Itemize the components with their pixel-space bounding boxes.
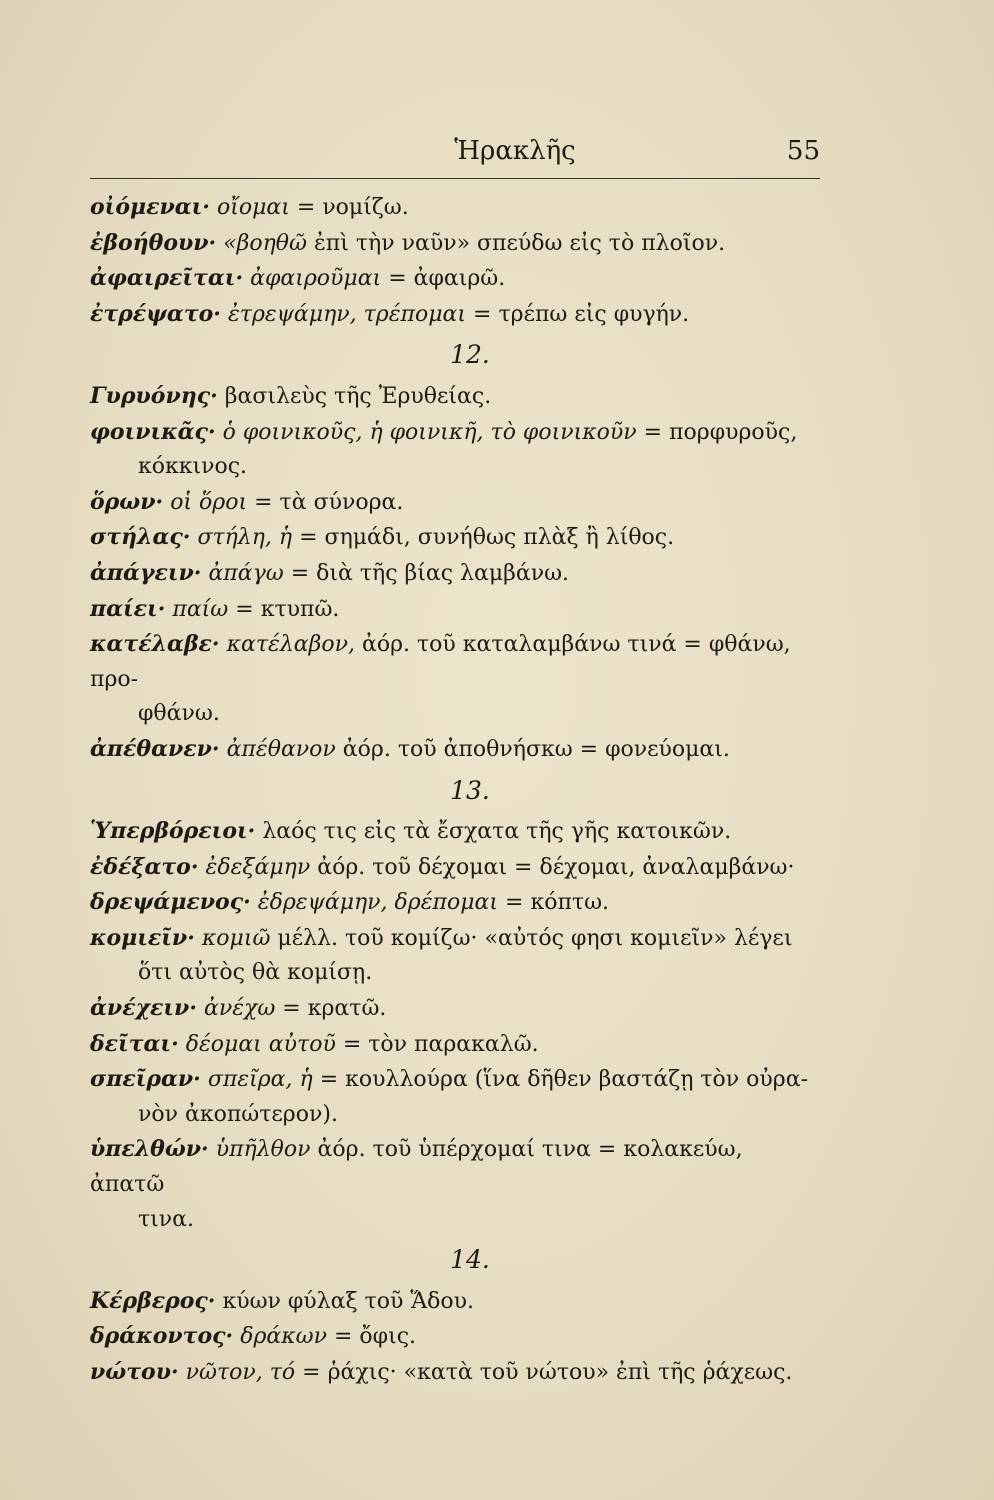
entry-form: ἐδεξάμην (205, 854, 311, 880)
entry-equals: = (473, 301, 492, 327)
entry-gloss: κουλλούρα (ἵνα δῆθεν βαστάζῃ τὸν οὐρα- (345, 1067, 809, 1093)
entry-gloss: κρατῶ. (307, 996, 387, 1022)
entry-equals: = (643, 419, 663, 445)
entry-continuation: ὅτι αὐτὸς θὰ κομίσῃ. (138, 960, 373, 986)
entry-gloss: κόπτω. (530, 890, 610, 916)
entry-lemma: κατέλαβε· (90, 631, 220, 658)
entry-continuation: τινα. (138, 1206, 195, 1232)
entry-gloss: νομίζω. (322, 195, 409, 220)
entry-gloss: ἀόρ. τοῦ ἀποθνήσκω = φονεύομαι. (342, 736, 730, 762)
entry-lemma: ἐβοήθουν· (90, 229, 217, 256)
glossary-entry (90, 297, 820, 333)
entry-gloss: τρέπω εἰς φυγήν. (498, 301, 690, 327)
section-number: 14. (450, 1245, 490, 1275)
entry-lemma: ἐτρέψατο· (90, 300, 221, 327)
glossary-entry (90, 991, 820, 1027)
entry-lemma: ἀφαιρεῖται· (90, 265, 244, 292)
entry-gloss: βασιλεὺς τῆς Ἐρυθείας. (224, 383, 492, 409)
entry-form: στήλη, ἡ (197, 525, 293, 551)
glossary-entry (90, 556, 820, 592)
entry-lemma: δράκοντος· (90, 1323, 234, 1350)
entry-gloss: ἀόρ. τοῦ ὑπέρχομαί τινα = κολακεύω, ἀπατῶ (90, 1137, 743, 1198)
entry-gloss: τὰ σύνορα. (279, 489, 404, 515)
entry-gloss: ἀφαιρῶ. (413, 266, 506, 292)
glossary-entry (90, 1355, 820, 1391)
entry-gloss: ἐπὶ τὴν ναῦν» σπεύδω εἰς τὸ πλοῖον. (314, 230, 726, 256)
entry-lemma: σπεῖραν· (90, 1066, 201, 1093)
glossary-entry (90, 1319, 820, 1355)
glossary-entry (90, 592, 820, 628)
entry-gloss: διὰ τῆς βίας λαμβάνω. (316, 560, 570, 586)
entry-form: ἐτρεψάμην, τρέπομαι (227, 301, 467, 327)
entry-gloss: πορφυροῦς, (669, 419, 798, 445)
entry-form: σπεῖρα, ἡ (207, 1067, 313, 1093)
entry-lemma: ἀπάγειν· (90, 559, 202, 586)
entry-form: κατέλαβον, (226, 632, 355, 658)
entry-lemma: στήλας· (90, 524, 191, 551)
entry-gloss: κτυπῶ. (260, 596, 340, 622)
entry-equals: = (299, 525, 318, 551)
glossary-entry (90, 1284, 820, 1320)
entry-lemma: κομιεῖν· (90, 924, 195, 951)
entry-lemma: οἰόμεναι· (90, 194, 210, 220)
entry-continuation: φθάνω. (138, 701, 220, 727)
glossary-entry (90, 485, 820, 521)
entry-equals: = (296, 195, 316, 220)
glossary-entry (90, 921, 820, 991)
entry-lemma: νώτου· (90, 1359, 179, 1385)
glossary-entry (90, 1062, 820, 1132)
entry-gloss: σημάδι, συνήθως πλὰξ ἢ λίθος. (324, 525, 675, 551)
entry-form: «βοηθῶ (223, 230, 307, 256)
entry-lemma: ἀνέχειν· (90, 995, 197, 1022)
entry-gloss: ῥάχις· «κατὰ τοῦ νώτου» ἐπὶ τῆς ῥάχεως. (327, 1360, 793, 1385)
entry-form: ἀπέθανον (226, 736, 336, 762)
entry-equals: = (290, 560, 310, 586)
entry-form: ὁ φοινικοῦς, ἡ φοινικῆ, τὸ φοινικοῦν (222, 419, 637, 445)
glossary-entry (90, 379, 820, 415)
entry-lemma: δρεψάμενος· (90, 889, 251, 916)
entry-gloss: μέλλ. τοῦ κομίζω· «αὐτός φησι κομιεῖν» λέγει (277, 925, 793, 951)
page-number: 55 (786, 136, 820, 166)
entry-lemma: ὅρων· (90, 488, 164, 515)
entry-lemma: δεῖται· (90, 1030, 179, 1057)
entry-lemma: Γυρυόνης· (90, 382, 218, 409)
page-header (90, 136, 820, 172)
entry-gloss: ὄφις. (359, 1324, 417, 1350)
entry-form: ἀπάγω (208, 560, 284, 586)
glossary-entry (90, 627, 820, 732)
entry-equals: = (254, 489, 273, 515)
entry-form: οἱ ὅροι (170, 489, 248, 515)
glossary-entry (90, 226, 820, 262)
entry-equals: = (505, 890, 524, 916)
entry-lemma: παίει· (90, 595, 166, 622)
entry-equals: = (235, 596, 254, 622)
section-number: 13. (450, 775, 490, 805)
entry-equals: = (319, 1067, 339, 1093)
entry-equals: = (333, 1324, 353, 1350)
entry-form: παίω (172, 596, 229, 622)
running-title: Ἡρακλῆς (454, 136, 576, 166)
entry-gloss: λαός τις εἰς τὰ ἔσχατα τῆς γῆς κατοικῶν. (262, 819, 732, 845)
entry-continuation: κόκκινος. (138, 454, 248, 480)
header-divider (90, 178, 820, 179)
entry-form: οἴομαι (216, 195, 290, 220)
glossary-body (90, 190, 820, 1391)
entry-form: ἐδρεψάμην, δρέπομαι (257, 890, 499, 916)
glossary-entry (90, 850, 820, 886)
glossary-entry (90, 1027, 820, 1063)
entry-form: ἀνέχω (203, 996, 276, 1022)
entry-gloss: ἀόρ. τοῦ καταλαμβάνω τινά = φθάνω, προ- (90, 632, 791, 692)
glossary-entry (90, 415, 820, 485)
entry-lemma: ἀπέθανεν· (90, 735, 220, 762)
entry-lemma: φοινικᾶς· (90, 418, 216, 445)
entry-lemma: ἐδέξατο· (90, 853, 199, 880)
entry-form: κομιῶ (201, 925, 271, 951)
glossary-entry (90, 814, 820, 850)
entry-lemma: Κέρβερος· (90, 1287, 216, 1314)
glossary-entry (90, 190, 820, 226)
glossary-entry (90, 520, 820, 556)
entry-gloss: κύων φύλαξ τοῦ Ἅδου. (222, 1288, 475, 1314)
glossary-entry (90, 1132, 820, 1237)
entry-lemma: Ὑπερβόρειοι· (90, 818, 256, 845)
entry-lemma: ὑπελθών· (90, 1136, 209, 1163)
entry-gloss: ἀόρ. τοῦ δέχομαι = δέχομαι, ἀναλαμβάνω· (317, 854, 795, 880)
entry-continuation: νὸν ἀκοπώτερον). (138, 1101, 338, 1127)
section-number: 12. (450, 340, 490, 370)
entry-form: νῶτον, τό (185, 1360, 296, 1385)
glossary-entry (90, 261, 820, 297)
glossary-entry (90, 732, 820, 768)
entry-equals: = (388, 266, 407, 292)
glossary-entry (90, 885, 820, 921)
entry-form: ἀφαιροῦμαι (250, 266, 382, 292)
entry-equals: = (342, 1031, 362, 1057)
entry-form: δέομαι αὐτοῦ (185, 1031, 336, 1057)
entry-equals: = (282, 996, 301, 1022)
entry-gloss: τὸν παρακαλῶ. (368, 1031, 539, 1057)
entry-form: δράκων (240, 1324, 327, 1350)
entry-equals: = (302, 1360, 321, 1385)
entry-form: ὑπῆλθον (215, 1137, 311, 1163)
